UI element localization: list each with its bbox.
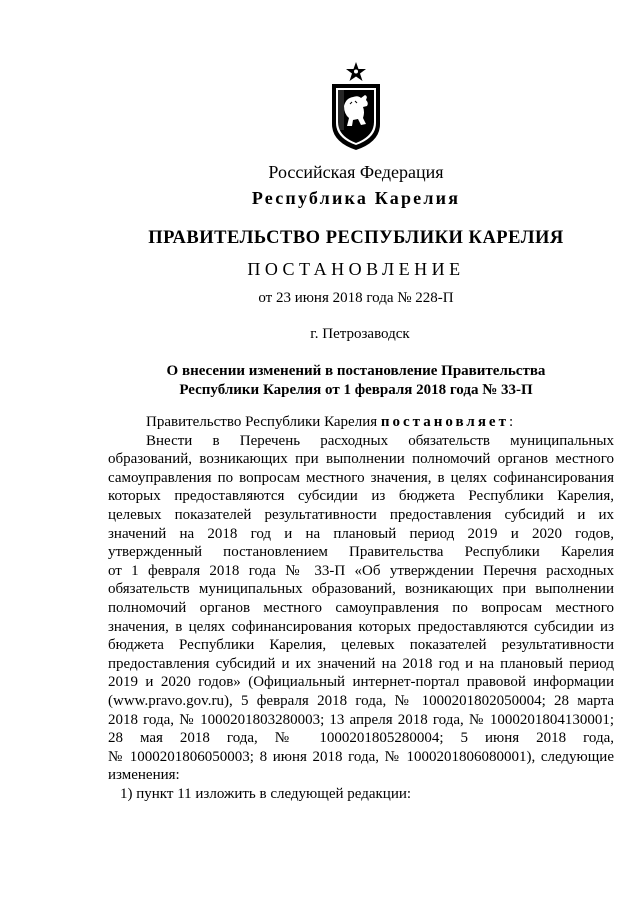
document-body (108, 413, 614, 803)
intro-paragraph (108, 413, 614, 432)
body-line: предоставления субсидий и их значений на 2018 год и на плановый период (108, 655, 614, 672)
body-line: (www.pravo.gov.ru), 5 февраля 2018 года, № 1000201802050004; 28 марта (108, 692, 614, 709)
body-line: Внести в Перечень расходных обязательств муниципальных (146, 432, 614, 449)
body-line: обязательств муниципальных образований, возникающих при выполнении (108, 581, 614, 598)
document-type: ПОСТАНОВЛЕНИЕ (247, 259, 465, 279)
document-date-number: от 23 июня 2018 года № 228-П (258, 290, 454, 306)
intro-text: Правительство Республики Карелия (146, 414, 381, 430)
body-line: самоуправления по вопросам местного значения, в целях софинансирования (108, 469, 614, 486)
decree-word: постановляет (380, 414, 509, 430)
body-line: целевых показателей результативности предоставления субсидий и их (108, 506, 614, 523)
government-name: ПРАВИТЕЛЬСТВО РЕСПУБЛИКИ КАРЕЛИЯ (148, 228, 564, 248)
body-line: значения, в целях софинансирования которых предоставляются субсидии из (108, 618, 614, 635)
intro-colon: : (508, 414, 514, 430)
title-line: О внесении изменений в постановление Правительства (166, 363, 546, 379)
body-line: полномочий органов местного самоуправления по вопросам местного (108, 599, 614, 616)
body-line: значений на 2018 год и на плановый период 2019 и 2020 годов, (108, 525, 614, 542)
body-line: утвержденный постановлением Правительства Республики Карелия (108, 544, 614, 561)
body-line: образований, возникающих при выполнении полномочий органов местного (108, 451, 614, 468)
body-line: 28 мая 2018 года, № 1000201805280004; 5 июня 2018 года, (108, 730, 614, 747)
star-icon (346, 62, 366, 81)
body-line: 2018 года, № 1000201803280003; 13 апреля 2018 года, № 1000201804130001; (108, 711, 614, 728)
republic-name: Республика Карелия (251, 188, 461, 208)
body-line: изменения: (108, 767, 180, 784)
country-name: Российская Федерация (268, 162, 444, 182)
title-line: Республики Карелия от 1 февраля 2018 года № 33-П (179, 382, 533, 398)
list-item: 1) пункт 11 изложить в следующей редакции: (120, 785, 412, 802)
body-line: которых предоставляются субсидии из бюджета Республики Карелия, (108, 488, 614, 505)
coat-of-arms-emblem (328, 62, 384, 152)
body-line: 2019 и 2020 годов» (Официальный интернет-портал правовой информации (108, 674, 614, 691)
body-line: бюджета Республики Карелия, целевых показателей результативности (108, 637, 614, 654)
document-title (0, 362, 640, 400)
body-line: от 1 февраля 2018 года № 33-П «Об утверждении Перечня расходных (108, 562, 614, 579)
body-line: № 1000201806050003; 8 июня 2018 года, № 1000201806080001), следующие (108, 748, 614, 765)
document-city: г. Петрозаводск (310, 326, 410, 342)
